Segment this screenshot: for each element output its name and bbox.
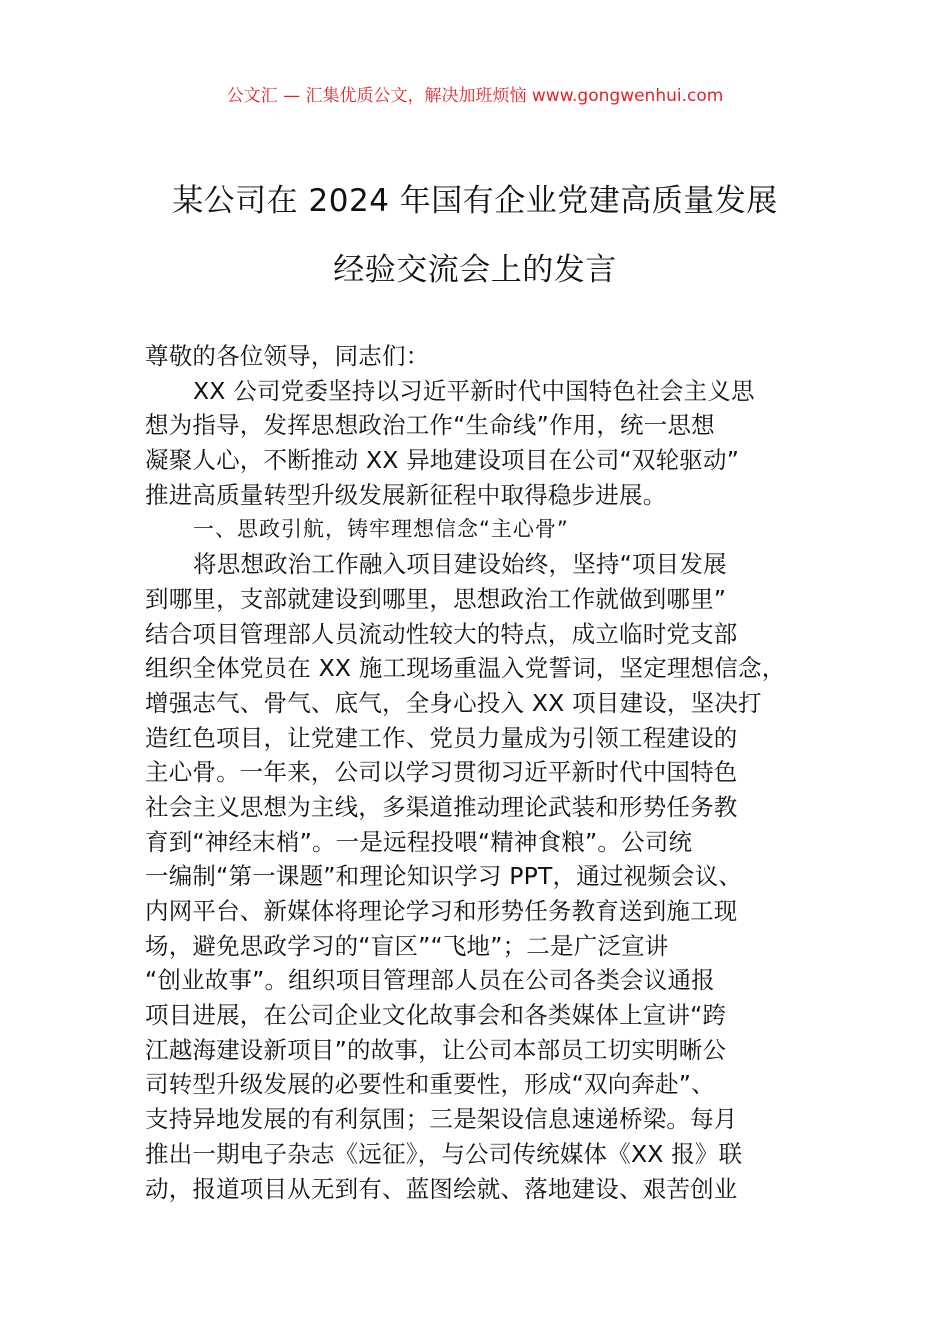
salutation: 尊敬的各位领导，同志们： bbox=[145, 342, 430, 370]
paragraph-line: 育到“神经末梢”。一是远程投喂“精神食粮”。公司统 bbox=[145, 827, 693, 856]
paragraph-line: 司转型升级发展的必要性和重要性，形成“双向奔赴”、 bbox=[145, 1070, 715, 1099]
paragraph-line: 一编制“第一课题”和理论知识学习 PPT，通过视频会议、 bbox=[145, 862, 743, 891]
section-heading: 一、思政引航，铸牢理想信念“主心骨” bbox=[193, 517, 569, 542]
paragraph-line: 推进高质量转型升级发展新征程中取得稳步进展。 bbox=[145, 480, 667, 509]
document-title-line-1: 某公司在 2024 年国有企业党建高质量发展 bbox=[172, 183, 778, 219]
paragraph-line: 想为指导，发挥思想政治工作“生命线”作用，统一思想 bbox=[145, 411, 715, 440]
paragraph-line: 推出一期电子杂志《远征》，与公司传统媒体《XX 报》联 bbox=[145, 1139, 743, 1168]
paragraph-line: 主心骨。一年来，公司以学习贯彻习近平新时代中国特色 bbox=[145, 758, 738, 787]
paragraph-line: XX 公司党委坚持以习近平新时代中国特色社会主义思 bbox=[193, 376, 755, 405]
paragraph-line: 场，避免思政学习的“盲区”“飞地”；二是广泛宣讲 bbox=[145, 931, 669, 960]
document-title-line-2: 经验交流会上的发言 bbox=[333, 252, 617, 288]
paragraph-line: 项目进展，在公司企业文化故事会和各类媒体上宣讲“跨 bbox=[145, 1001, 727, 1030]
paragraph-line: 组织全体党员在 XX 施工现场重温入党誓词，坚定理想信念， bbox=[145, 654, 786, 683]
site-banner: 公文汇 — 汇集优质公文，解决加班烦恼 www.gongwenhui.com bbox=[226, 86, 724, 106]
paragraph-line: “创业故事”。组织项目管理部人员在公司各类会议通报 bbox=[145, 966, 715, 995]
document-body bbox=[145, 339, 810, 1206]
paragraph-line: 将思想政治工作融入项目建设始终，坚持“项目发展 bbox=[193, 550, 727, 579]
paragraph-line: 动，报道项目从无到有、蓝图绘就、落地建设、艰苦创业 bbox=[145, 1174, 738, 1203]
paragraph-line: 增强志气、骨气、底气，全身心投入 XX 项目建设，坚决打 bbox=[145, 688, 762, 717]
paragraph-line: 结合项目管理部人员流动性较大的特点，成立临时党支部 bbox=[145, 619, 738, 648]
paragraph-line: 凝聚人心，不断推动 XX 异地建设项目在公司“双轮驱动” bbox=[145, 446, 740, 475]
paragraph-line: 到哪里，支部就建设到哪里，思想政治工作就做到哪里” bbox=[145, 584, 727, 613]
paragraph-line: 江越海建设新项目”的故事，让公司本部员工切实明晰公 bbox=[145, 1035, 727, 1064]
paragraph-line: 支持异地发展的有利氛围；三是架设信息速递桥梁。每月 bbox=[145, 1105, 738, 1134]
paragraph-line: 社会主义思想为主线，多渠道推动理论武装和形势任务教 bbox=[145, 792, 738, 821]
paragraph-line: 造红色项目，让党建工作、党员力量成为引领工程建设的 bbox=[145, 723, 738, 752]
paragraph-line: 内网平台、新媒体将理论学习和形势任务教育送到施工现 bbox=[145, 897, 738, 925]
